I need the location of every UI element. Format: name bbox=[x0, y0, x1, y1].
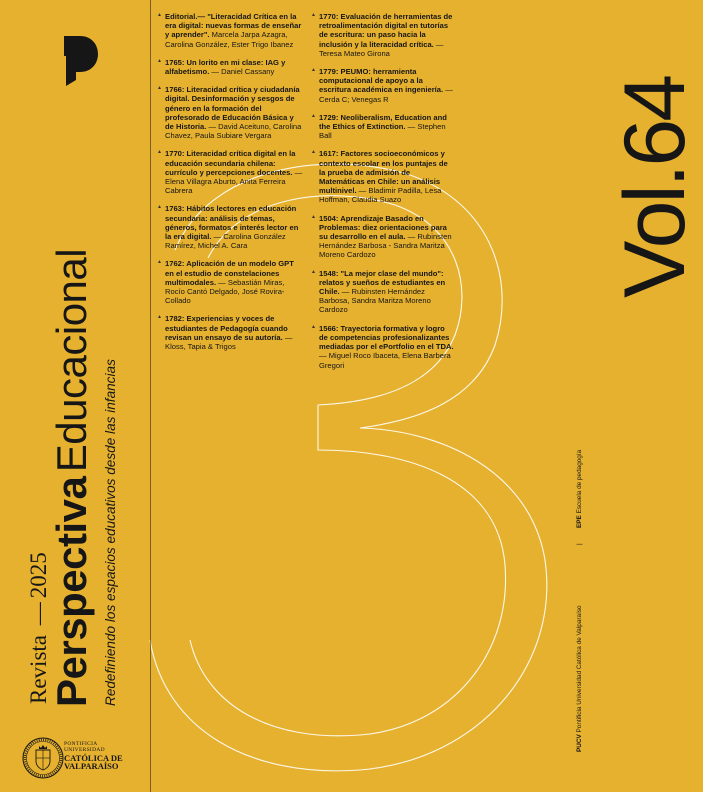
toc-entry-authors: — Daniel Cassany bbox=[209, 67, 275, 77]
toc-entry-number: 1762: bbox=[165, 259, 187, 269]
toc-entry bbox=[311, 149, 455, 205]
footer-pucv bbox=[576, 605, 583, 752]
toc-entry-authors: Marcela Jarpa Azagra, Carolina González, Ester Trigo Ibanez bbox=[165, 30, 294, 49]
entry-marker-icon: ▲ bbox=[311, 112, 316, 119]
entry-marker-icon: ▲ bbox=[157, 12, 162, 18]
toc-entry-authors: — Teresa Mateo Girona bbox=[319, 39, 444, 58]
journal-title-light: Educacional bbox=[48, 248, 95, 473]
toc-entry-authors: — Rubinsten Hernández Barbosa - Sandra Maritza Moreno Cardozo bbox=[319, 232, 452, 260]
toc-entry bbox=[157, 314, 303, 352]
toc-entry bbox=[311, 213, 455, 260]
journal-title bbox=[48, 248, 95, 707]
journal-subtitle: Redefiniendo los espacios educativos desde las infancias bbox=[103, 359, 118, 706]
toc-entry bbox=[157, 12, 303, 49]
toc-entry-title: Trayectoria formativa y logro de competencias profesionalizantes mediadas por el ePortfolio en el TDA. bbox=[319, 323, 454, 352]
entry-marker-icon: ▲ bbox=[157, 314, 162, 321]
toc-entry-authors: —Kloss, Tapia & Trigos bbox=[165, 332, 293, 352]
volume-number: Vol.64 bbox=[607, 76, 703, 298]
journal-title-bold: Perspectiva bbox=[48, 476, 95, 707]
entry-marker-icon: ▲ bbox=[311, 149, 316, 156]
toc-entry-title: PEUMO: herramienta computacional de apoyo a la escritura académica en ingeniería. bbox=[319, 67, 444, 95]
toc-entry-number: 1765: bbox=[165, 57, 187, 67]
footer-epe bbox=[576, 450, 583, 528]
sidebar-divider bbox=[150, 0, 151, 792]
toc-entry bbox=[157, 57, 303, 77]
seal-line-2: UNIVERSIDAD bbox=[64, 746, 105, 753]
toc-entry-authors: — Elena Villagra Aburto, Anita Ferreira Cabrera bbox=[165, 167, 303, 196]
toc-entry bbox=[157, 204, 303, 251]
toc-entry-number: 1782: bbox=[165, 314, 187, 324]
toc-entry bbox=[157, 149, 303, 196]
toc-entry bbox=[311, 112, 455, 141]
university-seal-icon bbox=[22, 737, 64, 779]
toc-entry-title: Hábitos lectores en educación secundaria: análisis de temas, géneros, formatos e interés lector en la era digital. bbox=[165, 204, 299, 242]
toc-entry-authors: — David Aceituno, Carolina Chavez, Paula Subiare Vergara bbox=[165, 122, 302, 141]
toc-entry-number: 1763: bbox=[165, 204, 187, 214]
toc-entry-title: Evaluación de herramientas de retroalimentación digital en tutorías de escritura: un paso hacia la inclusión y la literacidad crítica. bbox=[319, 12, 453, 49]
toc-entry-number: 1729: bbox=[319, 112, 341, 122]
toc-entry-number: 1566: bbox=[319, 323, 341, 333]
entry-marker-icon: ▲ bbox=[157, 149, 162, 156]
toc-entry-title: Aprendizaje Basado en Problemas: diez orientaciones para su desarrollo en el aula. bbox=[319, 213, 447, 242]
entry-marker-icon: ▲ bbox=[311, 213, 316, 220]
toc-entry-number: 1617: bbox=[319, 149, 341, 159]
epe-name: Escuela de pedagogía bbox=[576, 449, 583, 514]
toc-entry-number: 1770: bbox=[165, 149, 187, 159]
toc-entry-authors: — Rubinsten Hernández Barbosa, Sandra Maritza Moreno Cardozo bbox=[319, 287, 431, 315]
pucv-name: Pontificia Universidad Católica de Valparaíso bbox=[576, 605, 583, 733]
toc-entry-authors: — Bladimir Padilla, Lesa Hoffman, Claudia Suazo bbox=[319, 186, 442, 205]
toc-entry bbox=[311, 268, 455, 315]
entry-marker-icon: ▲ bbox=[311, 12, 316, 18]
toc-entry bbox=[157, 259, 303, 306]
revista-label: Revista bbox=[26, 635, 51, 704]
toc-entry-number: 1779: bbox=[319, 67, 341, 77]
toc-entry-authors: — Carolina González Ramírez, Michel A. Cara bbox=[165, 232, 286, 251]
toc-entry-title: Literacidad crítica digital en la educación secundaria chilena: currículo y percepciones docentes. bbox=[165, 149, 296, 177]
footer-separator: | bbox=[576, 543, 583, 545]
entry-marker-icon: ▲ bbox=[311, 67, 316, 74]
cover-sidebar bbox=[0, 0, 150, 792]
journal-year: 2025 bbox=[26, 552, 51, 599]
toc-entry-title: Editorial.— "Literacidad Crítica en la era digital: nuevas formas de enseñar y aprender". bbox=[165, 12, 302, 40]
journal-revista-year: Revista —2025 bbox=[26, 552, 51, 704]
toc-entry-number: 1504: bbox=[319, 213, 341, 223]
seal-line-4: VALPARAÍSO bbox=[64, 761, 119, 772]
entry-marker-icon: ▲ bbox=[157, 85, 162, 92]
toc-entry-title: Aplicación de un modelo GPT en el estudio de constelaciones multimodales. bbox=[165, 259, 294, 287]
university-name bbox=[64, 742, 123, 771]
toc-entry-number: 1770: bbox=[319, 12, 341, 21]
entry-marker-icon: ▲ bbox=[157, 57, 162, 64]
toc-entry-authors: — Stephen Ball bbox=[319, 122, 446, 141]
toc-left-column bbox=[157, 12, 303, 360]
entry-marker-icon: ▲ bbox=[157, 204, 162, 211]
toc-entry bbox=[311, 12, 455, 58]
seal-line-3: CATÓLICA DE bbox=[64, 752, 123, 763]
toc-entry-title: Experiencias y voces de estudiantes de Pedagogía cuando revisan un ensayo de su autoría. bbox=[165, 314, 288, 342]
toc-entry-title: Un lorito en mi clase: IAG y alfabetismo. bbox=[165, 57, 286, 77]
entry-marker-icon: ▲ bbox=[311, 268, 316, 275]
toc-right-column bbox=[311, 12, 455, 379]
entry-marker-icon: ▲ bbox=[157, 259, 162, 266]
toc-entry-title: Neoliberalism, Education and the Ethics of Extinction. bbox=[319, 112, 447, 132]
pucv-abbr: PUCV bbox=[576, 734, 583, 752]
toc-entry-authors: — Sebastián Miras, Rocío Cantó Delgado, José Rovira-Collado bbox=[165, 277, 285, 306]
entry-marker-icon: ▲ bbox=[311, 323, 316, 330]
toc-entry-title: "La mejor clase del mundo": relatos y sueños de estudiantes en Chile. bbox=[319, 268, 446, 297]
toc-entry-number: 1548: bbox=[319, 268, 341, 278]
seal-line-1: PONTIFICIA bbox=[64, 741, 98, 747]
toc-entry-number: 1766: bbox=[165, 85, 187, 95]
toc-entry-authors: — Miguel Roco Ibaceta, Elena Barbera Gregori bbox=[319, 351, 451, 370]
toc-entry bbox=[157, 85, 303, 141]
toc-entry-title: Factores socioeconómicos y contexto escolar en los puntajes de la prueba de admisión de Matemáticas en Chile: un análisis multinivel. bbox=[319, 149, 448, 196]
toc-entry-title: Literacidad crítica y ciudadanía digital. Desinformación y sesgos de género en la formación del profesorado de Educación Básica y de Historia. bbox=[165, 85, 300, 132]
toc-entry bbox=[311, 67, 455, 104]
toc-entry bbox=[311, 323, 455, 370]
epe-abbr: EPE bbox=[576, 515, 583, 528]
toc-entry-authors: — Cerda C; Venegas R bbox=[319, 85, 453, 104]
